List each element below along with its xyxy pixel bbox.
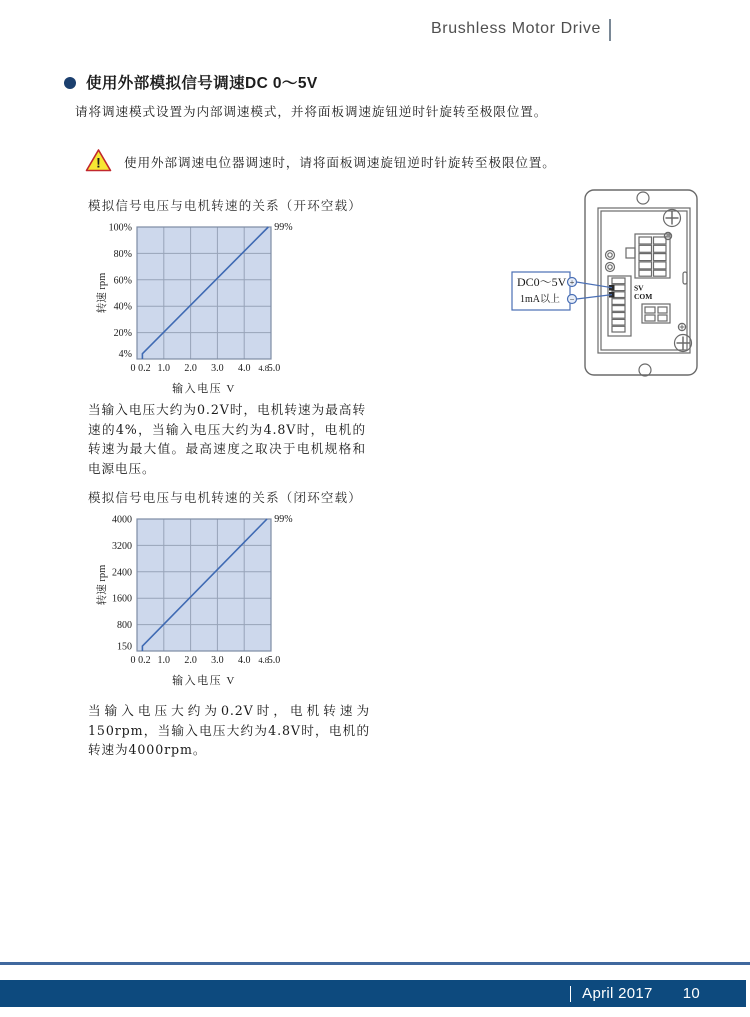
com-terminal-label: COM [634, 292, 653, 301]
y-tick-label: 40% [113, 301, 132, 313]
x-tick-label: 4.0 [237, 363, 251, 374]
x-tick-label: 0.2 [138, 655, 151, 666]
panel-wiring-diagram [490, 180, 750, 380]
x-axis-title: 输入电压 V [172, 383, 236, 395]
x-tick-label: 5.0 [267, 655, 281, 666]
sv-terminal-label: SV [634, 283, 644, 293]
chart-closed-loop [85, 488, 363, 703]
closed-loop-description: 当输入电压大约为0.2V时，电机转速为150rpm，当输入电压大约为4.8V时，电机的转速为4000rpm。 [88, 703, 370, 757]
mounting-hole-top [637, 192, 649, 204]
footer-rule-line [0, 962, 750, 965]
x-tick-label: 3.0 [211, 655, 224, 666]
intro-text: 请将调速模式设置为内部调速模式，并将面板调速旋钮逆时针旋转至极限位置。 [75, 104, 548, 119]
header-title: Brushless Motor Drive [431, 20, 601, 37]
warning-text: 使用外部调速电位器调速时，请将面板调速旋钮逆时针旋转至极限位置。 [124, 155, 556, 170]
y-tick-label: 60% [113, 275, 132, 287]
y-tick-label: 80% [113, 248, 132, 260]
x-tick-label: 2.0 [184, 655, 197, 666]
y-tick-label: 150 [117, 641, 132, 653]
x-tick-label: 1.0 [157, 655, 171, 666]
x-tick-label: 5.0 [267, 363, 281, 374]
minus-sign: − [569, 294, 575, 304]
screw-top-icon [664, 210, 681, 227]
x-tick-label: 0.2 [138, 363, 151, 374]
mounting-hole-bottom [639, 364, 651, 376]
x-tick-label: 4.8 [258, 655, 269, 665]
section-bullet-icon [64, 77, 76, 89]
chart-closed-loop-title: 模拟信号电压与电机转速的关系（闭环空载） [88, 490, 363, 505]
plus-sign: + [569, 277, 575, 287]
footer-bar [0, 980, 746, 1007]
screw-mark-bottom-icon [678, 323, 685, 330]
wire-minus [577, 295, 613, 299]
y-tick-label: 1600 [112, 593, 132, 605]
y-axis-title: 转速 rpm [97, 564, 108, 606]
power-connector [642, 304, 670, 323]
y-tick-label: 800 [117, 620, 132, 632]
y-tick-label: 4% [118, 349, 132, 361]
dc-source-label: DC0～5V [517, 275, 567, 289]
y-tick-label: 100% [108, 222, 132, 234]
x-tick-label: 0 [130, 363, 136, 374]
dc-source-current-label: 1mA以上 [520, 294, 560, 305]
trimmer-icons [606, 251, 615, 272]
x-tick-label: 0 [130, 655, 136, 666]
footer-date: April 2017 [582, 985, 653, 1002]
x-tick-label: 3.0 [211, 363, 224, 374]
y-tick-label: 3200 [112, 540, 132, 552]
annotation-label: 99% [274, 222, 293, 233]
section-heading: 使用外部模拟信号调速DC 0～5V [86, 75, 318, 92]
y-tick-label: 20% [113, 328, 132, 340]
wire-plus [577, 282, 613, 288]
annotation-label: 99% [274, 514, 293, 525]
chart-open-loop-title: 模拟信号电压与电机转速的关系（开环空载） [88, 198, 363, 213]
x-tick-label: 1.0 [157, 363, 171, 374]
y-axis-title: 转速 rpm [97, 272, 108, 314]
x-tick-label: 4.8 [258, 363, 269, 373]
screw-bottom-icon [675, 335, 692, 352]
footer-separator-bar [570, 986, 571, 1002]
header-separator-bar [609, 19, 611, 41]
x-tick-label: 4.0 [237, 655, 251, 666]
chart-closed-loop-plot [85, 506, 320, 692]
chart-open-loop-plot [85, 214, 320, 400]
x-tick-label: 2.0 [184, 363, 197, 374]
chart-open-loop [85, 196, 363, 411]
warning-icon [85, 148, 112, 173]
x-axis-title: 输入电压 V [172, 675, 236, 687]
y-tick-label: 4000 [112, 514, 132, 526]
open-loop-description: 当输入电压大约为0.2V时，电机转速为最高转速的4%，当输入电压大约为4.8V时，电机的转速为最大值。最高速度之取决于电机规格和电源电压。 [88, 402, 366, 476]
svg-text:!: ! [96, 154, 101, 171]
y-tick-label: 2400 [112, 567, 132, 579]
footer-page-number: 10 [682, 985, 700, 1002]
motor-connector [626, 234, 670, 278]
